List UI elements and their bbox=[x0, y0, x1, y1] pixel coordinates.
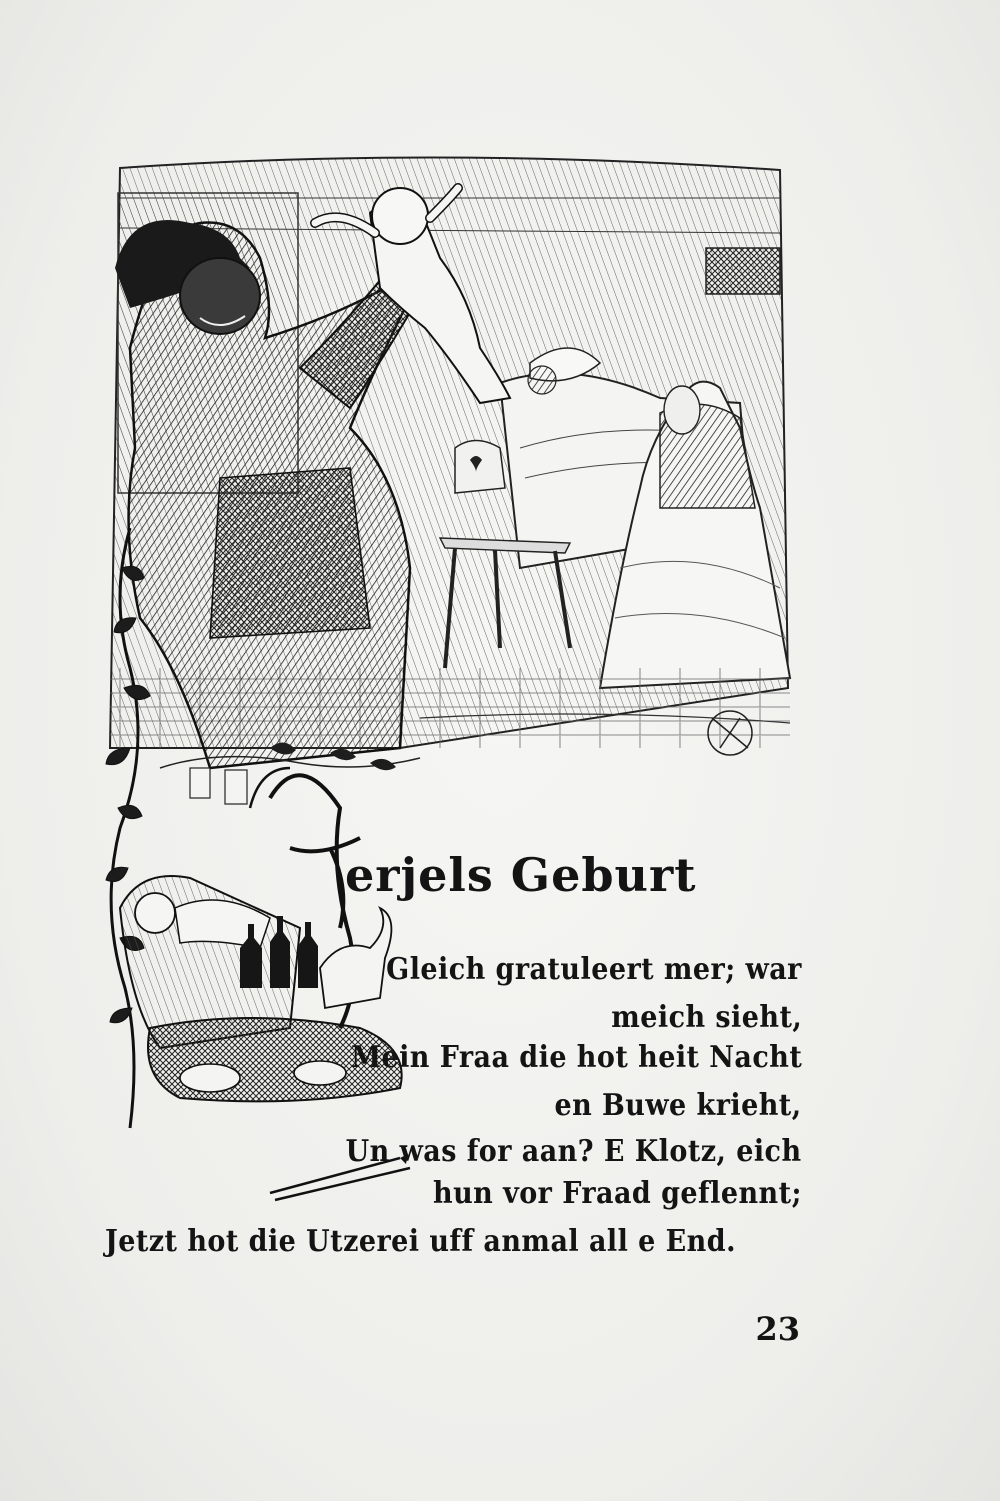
verse-line-7: Jetzt hot die Utzerei uff anmal all e End. bbox=[105, 1224, 736, 1259]
verse-line-5: Un was for aan? E Klotz, eich bbox=[346, 1134, 802, 1169]
poem-title: erjels Geburt bbox=[345, 848, 697, 902]
verse-line-2: meich sieht, bbox=[610, 1000, 802, 1035]
page-number: 23 bbox=[755, 1310, 800, 1348]
verse-line-6: hun vor Fraad geflennt; bbox=[433, 1176, 802, 1211]
verse-line-4: en Buwe krieht, bbox=[554, 1088, 802, 1123]
verse-line-3: Mein Fraa die hot heit Nacht bbox=[350, 1040, 802, 1075]
verse-line-1: Gleich gratuleert mer; war bbox=[386, 952, 802, 987]
